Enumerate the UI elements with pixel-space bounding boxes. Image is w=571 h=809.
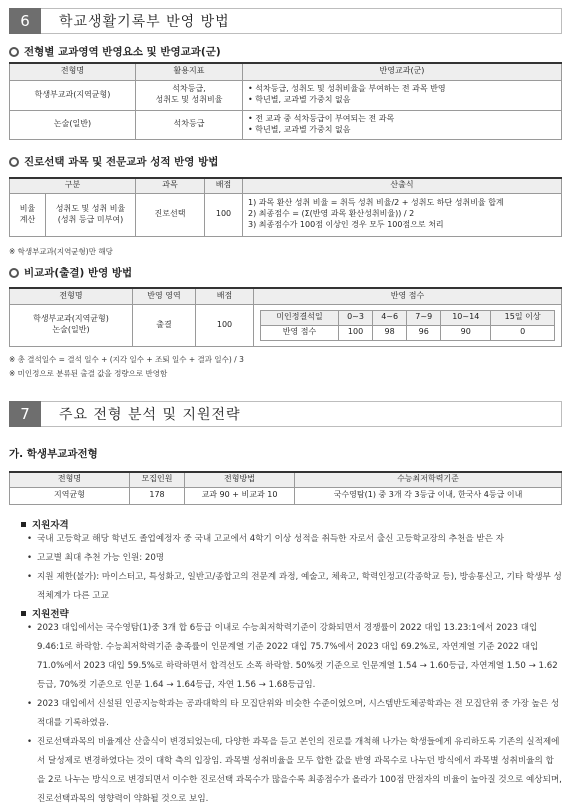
col-header: 활용지표 (136, 63, 243, 80)
col-header: 반영 점수 (254, 288, 562, 304)
section-number: 6 (9, 8, 41, 34)
cell-index: 석차등급 (136, 110, 243, 139)
col-header: 모집인원 (130, 472, 185, 487)
cell: 178 (130, 487, 185, 504)
square-bullet-icon (21, 522, 26, 527)
list-item: • 2023 대입에서는 국수영탐(1)중 3개 합 6등급 이내로 수능최저학력기준이 강화되면서 경쟁률이 2022 대입 13.23:1에서 2023 대입 9.46:1로 하락함. 수능최저학력기준 충족률이 인문계열 기준 2022 대입 75.7%에서 2023 대입 69.2%로, 자연계열 기준 2022 대입 71.0%에서 2023 대입 59.5%로 하락하면서 합격선도 소폭 하락함. 50%컷 기준으로 인문계열 1.54 → 1.60등급, 자연계열 1.50 → 1.62등급, 70%컷 기준으로 인문 1.64 → 1.64등급, 자연 1.56 → 1.68등급임. (27, 619, 562, 695)
subheading-subject-elements (9, 44, 221, 59)
section-title: 학교생활기록부 반영 방법 (59, 14, 230, 30)
table-row (10, 487, 562, 504)
inner-cell: 반영 점수 (261, 325, 339, 340)
inner-cell: 90 (441, 325, 491, 340)
heading-strategy (21, 606, 69, 620)
subheading-attendance (9, 265, 132, 280)
col-header: 배점 (196, 288, 254, 304)
subheading-text: 비교과(출결) 반영 방법 (24, 267, 133, 279)
qualification-list (27, 530, 562, 606)
table-subject-elements (9, 62, 562, 140)
cell: 지역균형 (10, 487, 130, 504)
heading-qualification (21, 517, 69, 531)
col-header: 산출식 (243, 178, 562, 193)
heading-text: 지원자격 (32, 520, 69, 531)
col-header: 전형방법 (185, 472, 295, 487)
inner-cell: 100 (339, 325, 373, 340)
cell-area: 출결 (133, 304, 196, 346)
note-text: ※ 총 결석일수 = 결석 일수 + (지각 일수 + 조퇴 일수 + 결과 일수) / 3 (9, 355, 244, 364)
inner-header: 미인정결석일 (261, 310, 339, 325)
col-header: 구분 (10, 178, 136, 193)
subheading-text: 진로선택 과목 및 전문교과 성적 반영 방법 (24, 156, 219, 168)
table-row (10, 193, 562, 236)
cell-name: 학생부교과(지역균형) (10, 80, 136, 110)
table-admission-summary (9, 471, 562, 505)
col-header: 반영 영역 (133, 288, 196, 304)
square-bullet-icon (21, 611, 26, 616)
list-item: • 고교별 최대 추천 가능 인원: 20명 (27, 549, 562, 568)
cell-score: 100 (196, 304, 254, 346)
inner-score-table (260, 310, 555, 341)
table-attendance (9, 287, 562, 347)
col-header: 전형명 (10, 63, 136, 80)
table-row (10, 80, 562, 110)
cell-subjects: • 석차등급, 성취도 및 성취비율을 부여하는 전 과목 반영 • 학년별, 교과별 가중치 없음 (243, 80, 562, 110)
circle-bullet-icon (9, 268, 19, 278)
cell-kind: 비율 계산 (10, 193, 46, 236)
cell-name: 학생부교과(지역균형) 논술(일반) (10, 304, 133, 346)
circle-bullet-icon (9, 157, 19, 167)
inner-header: 0~3 (339, 310, 373, 325)
inner-cell: 96 (407, 325, 441, 340)
section-number: 7 (9, 401, 41, 427)
table-row (10, 110, 562, 139)
inner-header: 4~6 (373, 310, 407, 325)
heading-text: 지원전략 (32, 609, 69, 620)
note-text: ※ 미인정으로 분류된 출결 값을 정량으로 반영함 (9, 369, 168, 378)
table-career-subjects (9, 177, 562, 237)
list-item: • 진로선택과목의 비율계산 산출식이 변경되었는데, 다양한 과목을 듣고 본인의 진로를 개척해 나가는 학생들에게 유리하도록 기존의 실적제에서 달성제로 변경하였다는 것이 대학 측의 입장임. 과목별 성취비율을 모두 합한 값을 반영 과목수로 나누던 방식에서 과목별 성취비율의 합을 2로 나누는 방식으로 변경되면서 이수한 진로선택 과목수가 많을수록 최종점수가 올라가 100점 만점자의 비율이 높아질 것으로 예상되며, 진로선택과목의 영향력이 약화될 것으로 보임. (27, 733, 562, 809)
col-header: 전형명 (10, 472, 130, 487)
col-header: 수능최저학력기준 (295, 472, 562, 487)
section-7-header (9, 401, 562, 427)
inner-header: 15일 이상 (491, 310, 555, 325)
cell-score: 100 (205, 193, 243, 236)
cell-formula: 1) 과목 환산 성취 비율 = 취득 성취 비율/2 + 성취도 하단 성취비율 합계 2) 최종점수 = (Σ(반영 과목 환산성취비율)) / 2 3) 최종점수가 100점 이상인 경우 모두 100점으로 처리 (243, 193, 562, 236)
col-header: 반영교과(군) (243, 63, 562, 80)
inner-cell: 98 (373, 325, 407, 340)
inner-header: 7~9 (407, 310, 441, 325)
subheading-text: 전형별 교과영역 반영요소 및 반영교과(군) (24, 46, 221, 58)
cell: 교과 90 + 비교과 10 (185, 487, 295, 504)
subheading-career-subjects (9, 154, 218, 169)
cell-index: 석차등급, 성취도 및 성취비율 (136, 80, 243, 110)
cell-subjects: • 전 교과 중 석차등급이 부여되는 전 과목 • 학년별, 교과별 가중치 없음 (243, 110, 562, 139)
heading-admission-type: 가. 학생부교과전형 (9, 448, 98, 460)
col-header: 전형명 (10, 288, 133, 304)
table-row (10, 304, 562, 346)
cell-name: 논술(일반) (10, 110, 136, 139)
list-item: • 지원 제한(불가): 마이스터고, 특성화고, 일반고/종합고의 전문계 과정, 예술고, 체육고, 학력인정고(각종학교 등), 방송통신고, 기타 학생부 성적체계가 다른 고교 (27, 568, 562, 606)
cell-subject: 진로선택 (136, 193, 205, 236)
inner-cell: 0 (491, 325, 555, 340)
col-header: 배점 (205, 178, 243, 193)
list-item: • 국내 고등학교 해당 학년도 졸업예정자 중 국내 고교에서 4학기 이상 성적을 취득한 자로서 출신 고등학교장의 추천을 받은 자 (27, 530, 562, 549)
note-text: ※ 학생부교과(지역균형)만 해당 (9, 247, 113, 256)
section-title: 주요 전형 분석 및 지원전략 (59, 407, 241, 423)
inner-header: 10~14 (441, 310, 491, 325)
col-header: 과목 (136, 178, 205, 193)
circle-bullet-icon (9, 47, 19, 57)
cell-score-table (254, 304, 562, 346)
section-6-header (9, 8, 562, 34)
cell-desc: 성취도 및 성취 비율 (성취 등급 미부여) (46, 193, 136, 236)
list-item: • 2023 대입에서 신설된 인공지능학과는 공과대학의 타 모집단위와 비슷한 수준이었으며, 시스템반도체공학과는 전 모집단위 중 가장 높은 성적대를 기록하였음. (27, 695, 562, 733)
strategy-list (27, 619, 562, 809)
cell: 국수영탐(1) 중 3개 각 3등급 이내, 한국사 4등급 이내 (295, 487, 562, 504)
